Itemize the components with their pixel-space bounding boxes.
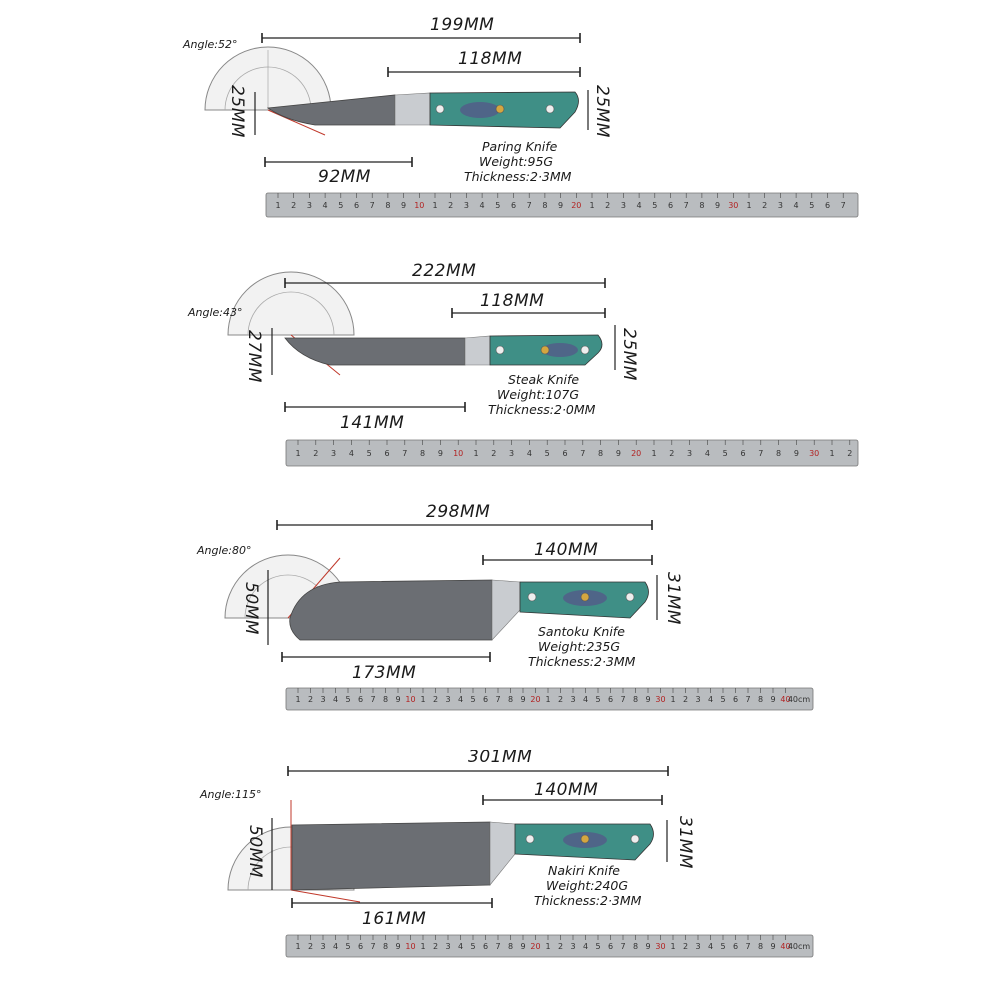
ruler-number: 5 [720, 942, 726, 951]
ruler-number: 6 [562, 449, 568, 458]
ruler-end-label: 40cm [787, 942, 811, 951]
ruler-number: 30 [655, 695, 666, 704]
ruler-number: 3 [445, 695, 451, 704]
ruler [286, 935, 813, 957]
handle-height-label: 31MM [663, 572, 683, 625]
ruler-number: 5 [470, 942, 476, 951]
bolster [395, 93, 430, 125]
ruler-number: 9 [793, 449, 799, 458]
ruler-number: 8 [382, 942, 389, 951]
ruler-number: 9 [770, 695, 776, 704]
ruler-number: 4 [793, 201, 799, 210]
handle-length-label: 140MM [534, 540, 599, 560]
total-length-label: 301MM [468, 750, 533, 767]
blade-length-label: 92MM [318, 167, 371, 187]
ruler-number: 8 [776, 449, 782, 458]
steak-diagram [0, 250, 1000, 500]
ruler-number: 3 [320, 942, 326, 951]
ruler-number: 8 [385, 201, 391, 210]
ruler-number: 2 [762, 201, 768, 210]
ruler-number: 4 [479, 201, 485, 210]
ruler-number: 7 [369, 201, 375, 210]
knife-name: Nakiri Knife [548, 863, 620, 878]
ruler-number: 4 [636, 201, 642, 210]
handle [430, 92, 579, 128]
ruler-number: 2 [432, 942, 439, 951]
ruler-body [286, 440, 858, 466]
ruler-number: 40 [780, 942, 791, 951]
ruler-number: 4 [582, 695, 589, 704]
knife-thickness: Thickness:2·3MM [464, 169, 572, 184]
ruler-number: 9 [395, 942, 401, 951]
ruler-number: 30 [728, 201, 739, 210]
ruler-number: 4 [332, 942, 339, 951]
ruler-number: 2 [557, 695, 564, 704]
blade [290, 580, 492, 640]
ruler-number: 2 [669, 449, 675, 458]
ruler-number: 4 [707, 942, 714, 951]
ruler [266, 193, 858, 217]
blade-length-label: 173MM [352, 663, 417, 683]
ruler-number: 1 [670, 942, 676, 951]
ruler-number: 5 [595, 942, 601, 951]
ruler-number: 3 [570, 695, 576, 704]
knife-weight: Weight:235G [538, 639, 621, 654]
ruler-number: 1 [295, 942, 301, 951]
ruler-number: 4 [582, 942, 589, 951]
ruler-number: 1 [432, 201, 438, 210]
knife-name: Santoku Knife [538, 624, 625, 639]
ruler-number: 1 [275, 201, 281, 210]
ruler-number: 20 [571, 201, 582, 210]
bolster [490, 822, 515, 885]
ruler-number: 8 [757, 695, 764, 704]
ruler-number: 2 [605, 201, 611, 210]
total-length-label: 298MM [426, 502, 491, 522]
angle-label: Angle:80° [197, 544, 252, 557]
ruler-number: 2 [307, 695, 314, 704]
ruler-number: 7 [758, 449, 764, 458]
ruler-number: 1 [545, 942, 551, 951]
ruler-number: 6 [482, 942, 489, 951]
ruler-number: 3 [777, 201, 783, 210]
ruler-number: 4 [704, 449, 710, 458]
ruler-number: 1 [651, 449, 657, 458]
ruler-number: 1 [420, 942, 426, 951]
total-length-label: 199MM [430, 15, 495, 35]
ruler-number: 9 [401, 201, 407, 210]
ruler-number: 3 [331, 449, 337, 458]
ruler-number: 9 [520, 942, 526, 951]
ruler-number: 9 [645, 942, 651, 951]
ruler-number: 6 [732, 942, 739, 951]
ruler-number: 2 [448, 201, 454, 210]
bolster [465, 336, 490, 365]
knife-name: Steak Knife [508, 372, 580, 387]
ruler-number: 6 [667, 201, 674, 210]
ruler-number: 8 [598, 449, 604, 458]
ruler-number: 10 [453, 449, 464, 458]
ruler-number: 3 [320, 695, 326, 704]
ruler-number: 6 [353, 201, 360, 210]
knife-name: Paring Knife [482, 139, 558, 154]
ruler-number: 9 [437, 449, 443, 458]
ruler-number: 5 [544, 449, 550, 458]
ruler-number: 1 [473, 449, 479, 458]
ruler-number: 4 [348, 449, 354, 458]
ruler-number: 6 [510, 201, 517, 210]
handle-height-label: 25MM [592, 85, 612, 138]
ruler-number: 3 [445, 942, 451, 951]
ruler-number: 4 [457, 942, 464, 951]
knife-weight: Weight:107G [497, 387, 580, 402]
ruler-number: 5 [338, 201, 344, 210]
angle-label: Angle:43° [188, 306, 243, 319]
angle-label: Angle:52° [183, 38, 238, 51]
ruler-number: 10 [405, 695, 416, 704]
ruler-number: 5 [720, 695, 726, 704]
blade-height-label: 50MM [241, 582, 261, 635]
ruler-number: 2 [291, 201, 297, 210]
ruler-number: 8 [507, 942, 514, 951]
ruler-number: 2 [432, 695, 439, 704]
ruler-number: 7 [580, 449, 586, 458]
handle-height-label: 25MM [619, 328, 639, 381]
nakiri-diagram [0, 750, 1000, 1000]
ruler-number: 7 [370, 695, 376, 704]
blade-length-label: 161MM [362, 909, 427, 929]
ruler-number: 30 [809, 449, 820, 458]
ruler-number: 20 [530, 942, 541, 951]
ruler-number: 5 [595, 695, 601, 704]
ruler-number: 6 [384, 449, 390, 458]
knife-panel-steak [0, 250, 1000, 500]
knife-weight: Weight:95G [479, 154, 554, 169]
ruler-number: 7 [526, 201, 532, 210]
ruler-number: 9 [558, 201, 564, 210]
knife-panel-nakiri [0, 750, 1000, 1000]
ruler-number: 1 [829, 449, 835, 458]
handle-length-label: 140MM [534, 780, 599, 800]
blade [292, 822, 490, 890]
ruler-number: 8 [382, 695, 389, 704]
blade-length-label: 141MM [340, 413, 405, 433]
ruler-number: 9 [615, 449, 621, 458]
ruler-number: 4 [457, 695, 464, 704]
ruler-number: 6 [357, 695, 364, 704]
ruler-number: 5 [470, 695, 476, 704]
ruler-number: 5 [345, 695, 351, 704]
ruler-number: 2 [847, 449, 853, 458]
ruler-number: 8 [632, 695, 639, 704]
ruler-number: 9 [520, 695, 526, 704]
ruler-number: 6 [740, 449, 746, 458]
ruler-number: 1 [746, 201, 752, 210]
ruler-number: 3 [463, 201, 469, 210]
ruler-number: 7 [620, 942, 626, 951]
ruler-number: 7 [402, 449, 408, 458]
ruler-number: 9 [645, 695, 651, 704]
knife-thickness: Thickness:2·3MM [534, 893, 642, 908]
ruler-number: 5 [495, 201, 501, 210]
ruler-end-label: 40cm [787, 695, 811, 704]
ruler-number: 6 [732, 695, 739, 704]
ruler-number: 1 [670, 695, 676, 704]
ruler-number: 10 [405, 942, 416, 951]
ruler [286, 440, 858, 466]
handle-height-label: 31MM [675, 816, 695, 869]
ruler-number: 3 [570, 942, 576, 951]
ruler-number: 9 [715, 201, 721, 210]
total-length-label: 222MM [412, 261, 477, 281]
ruler-number: 4 [526, 449, 532, 458]
blade-height-label: 50MM [245, 825, 265, 878]
knife-thickness: Thickness:2·0MM [488, 402, 596, 417]
ruler-number: 2 [313, 449, 319, 458]
ruler-number: 2 [682, 695, 689, 704]
ruler-number: 20 [530, 695, 541, 704]
ruler-number: 7 [683, 201, 689, 210]
ruler-number: 7 [495, 695, 501, 704]
ruler-number: 5 [809, 201, 815, 210]
ruler-number: 7 [840, 201, 846, 210]
ruler-number: 8 [542, 201, 548, 210]
ruler-number: 2 [682, 942, 689, 951]
blade [285, 338, 465, 365]
blade-height-label: 25MM [227, 85, 247, 138]
ruler-number: 30 [655, 942, 666, 951]
ruler [286, 688, 813, 710]
ruler-number: 7 [745, 942, 751, 951]
ruler-number: 3 [306, 201, 312, 210]
ruler-number: 3 [695, 695, 701, 704]
ruler-number: 5 [345, 942, 351, 951]
blade-height-label: 27MM [244, 330, 264, 383]
ruler-number: 40 [780, 695, 791, 704]
ruler-number: 7 [745, 695, 751, 704]
ruler-number: 1 [295, 449, 301, 458]
ruler-number: 6 [824, 201, 831, 210]
ruler-number: 8 [699, 201, 705, 210]
ruler-number: 8 [507, 695, 514, 704]
ruler-number: 3 [695, 942, 701, 951]
handle-length-label: 118MM [458, 49, 523, 69]
ruler-number: 3 [620, 201, 626, 210]
ruler-number: 3 [687, 449, 693, 458]
ruler-number: 1 [295, 695, 301, 704]
paring-diagram [0, 0, 1000, 250]
ruler-number: 7 [370, 942, 376, 951]
ruler-number: 2 [491, 449, 497, 458]
ruler-number: 4 [322, 201, 328, 210]
ruler-number: 2 [557, 942, 564, 951]
ruler-number: 3 [509, 449, 515, 458]
ruler-number: 7 [495, 942, 501, 951]
ruler-number: 1 [589, 201, 595, 210]
knife-panel-santoku [0, 500, 1000, 750]
ruler-number: 9 [770, 942, 776, 951]
knife-panel-paring [0, 0, 1000, 250]
ruler-number: 5 [722, 449, 728, 458]
ruler-number: 8 [420, 449, 426, 458]
handle-length-label: 118MM [480, 291, 545, 311]
ruler-number: 20 [631, 449, 642, 458]
ruler-number: 6 [607, 942, 614, 951]
ruler-number: 9 [395, 695, 401, 704]
santoku-diagram [0, 500, 1000, 750]
knife-weight: Weight:240G [546, 878, 629, 893]
ruler-number: 1 [420, 695, 426, 704]
ruler-number: 4 [332, 695, 339, 704]
ruler-number: 8 [757, 942, 764, 951]
ruler-number: 7 [620, 695, 626, 704]
ruler-number: 6 [482, 695, 489, 704]
ruler-number: 5 [652, 201, 658, 210]
ruler-number: 5 [366, 449, 372, 458]
ruler-number: 2 [307, 942, 314, 951]
ruler-number: 1 [545, 695, 551, 704]
bolster [492, 580, 520, 640]
ruler-number: 4 [707, 695, 714, 704]
ruler-number: 8 [632, 942, 639, 951]
angle-label: Angle:115° [200, 788, 262, 801]
ruler-number: 6 [357, 942, 364, 951]
ruler-number: 10 [414, 201, 425, 210]
knife-thickness: Thickness:2·3MM [528, 654, 636, 669]
ruler-number: 6 [607, 695, 614, 704]
